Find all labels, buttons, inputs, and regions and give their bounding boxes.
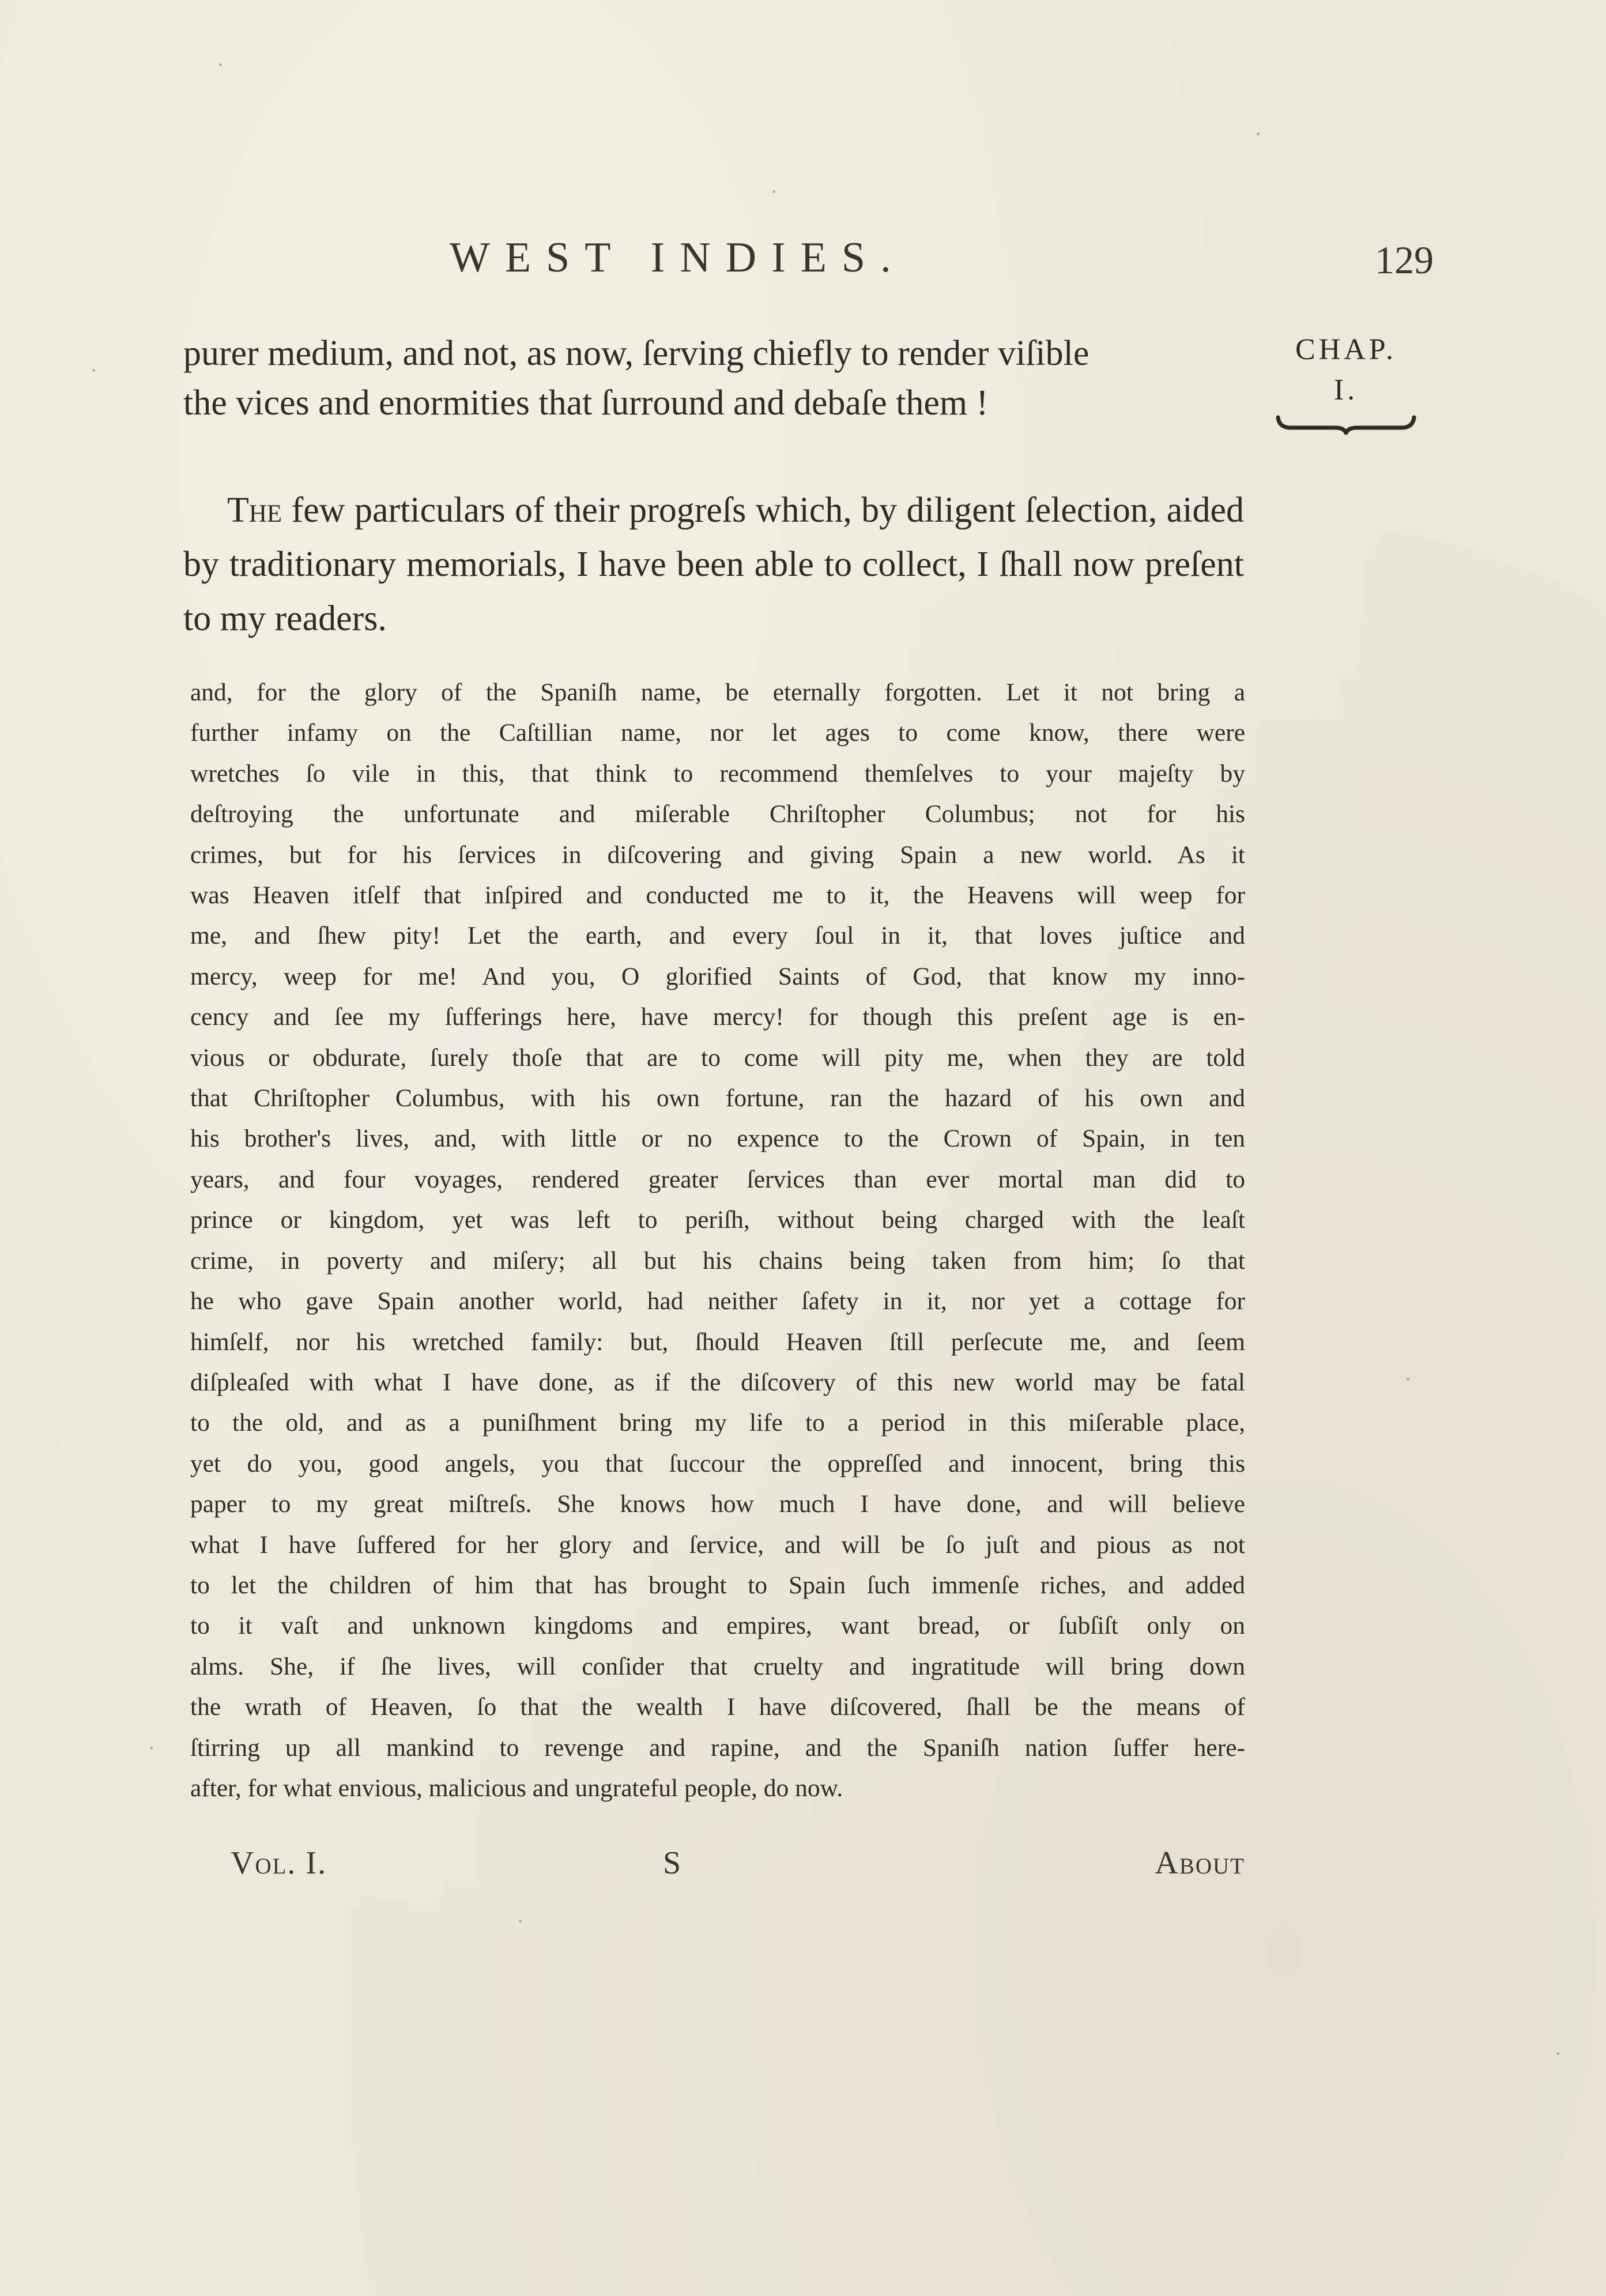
footnote-line: ſtirring up all mankind to revenge and rapine, and the Spaniſh nation ſuffer here- bbox=[190, 1733, 1245, 1762]
footnote-line: prince or kingdom, yet was left to periſh, without being charged with the leaſt bbox=[190, 1206, 1245, 1234]
footnote-line: further infamy on the Caſtillian name, nor let ages to come know, there were bbox=[190, 719, 1245, 747]
footnote-line: the wrath of Heaven, ſo that the wealth I have diſcovered, ſhall be the means of bbox=[190, 1693, 1245, 1721]
footnote-line: to let the children of him that has brought to Spain ſuch immenſe riches, and added bbox=[190, 1571, 1245, 1599]
text-line: the vices and enormities that ſurround and debaſe them ! bbox=[183, 383, 989, 423]
paper-speck bbox=[1407, 1378, 1409, 1381]
footnote-line: he who gave Spain another world, had neither ſafety in it, nor yet a cottage for bbox=[190, 1287, 1245, 1315]
footnote-line: himſelf, nor his wretched family: but, ſhould Heaven ſtill perſecute me, and ſeem bbox=[190, 1328, 1245, 1356]
margin-note-chapter bbox=[1271, 330, 1421, 435]
paragraph-text: few particulars of their progreſs which, by diligent ſelection, aided by traditionary memorials, I have been able to collect, I ſhall now preſent to my readers. bbox=[183, 491, 1245, 638]
footnote-line: alms. She, if ſhe lives, will conſider that cruelty and ingratitude will bring down bbox=[190, 1652, 1245, 1680]
footnote-line: was Heaven itſelf that inſpired and conducted me to it, the Heavens will weep for bbox=[190, 881, 1245, 910]
signature-mark: S bbox=[663, 1845, 681, 1881]
footnote-line: crime, in poverty and miſery; all but his chains being taken from him; ſo that bbox=[190, 1246, 1245, 1275]
footnote-line: diſpleaſed with what I have done, as if the diſcovery of this new world may be fatal bbox=[190, 1368, 1245, 1396]
paper-speck bbox=[519, 1920, 522, 1922]
paragraph-lead-word: The bbox=[227, 491, 282, 530]
brace-ornament-icon bbox=[1276, 414, 1417, 435]
footnote-block bbox=[190, 672, 1245, 1808]
paper-speck bbox=[150, 1747, 153, 1750]
footnote-line: and, for the glory of the Spaniſh name, be eternally forgotten. Let it not bring a bbox=[190, 678, 1245, 706]
footnote-line: what I have ſuffered for her glory and ſervice, and will be ſo juſt and pious as not bbox=[190, 1530, 1245, 1559]
paper-speck bbox=[1257, 133, 1260, 135]
catchword: About bbox=[1155, 1845, 1245, 1881]
margin-note-chap-label: CHAP. bbox=[1295, 333, 1397, 366]
paper-speck bbox=[772, 190, 775, 193]
paragraph bbox=[183, 483, 1244, 646]
footnote-line: after, for what envious, malicious and ungrateful people, do now. bbox=[190, 1774, 843, 1802]
footnote-line: that Chriſtopher Columbus, with his own fortune, ran the hazard of his own and bbox=[190, 1084, 1245, 1113]
footnote-line: cency and ſee my ſufferings here, have mercy! for though this preſent age is en- bbox=[190, 1003, 1245, 1031]
page-footer bbox=[231, 1845, 1245, 1891]
footnote-line: years, and four voyages, rendered greater ſervices than ever mortal man did to bbox=[190, 1165, 1245, 1193]
footnote-line: to the old, and as a puniſhment bring my life to a period in this miſerable place, bbox=[190, 1409, 1245, 1437]
volume-label: Vol. I. bbox=[231, 1845, 327, 1881]
footnote-line: yet do you, good angels, you that ſuccour the oppreſſed and innocent, bring this bbox=[190, 1449, 1245, 1477]
footnote-line: vious or obdurate, ſurely thoſe that are to come will pity me, when they are told bbox=[190, 1043, 1245, 1072]
footnote-line: his brother's lives, and, with little or no expence to the Crown of Spain, in ten bbox=[190, 1125, 1245, 1153]
footnote-line: crimes, but for his ſervices in diſcovering and giving Spain a new world. As it bbox=[190, 840, 1245, 869]
footnote-line: to it vaſt and unknown kingdoms and empires, want bread, or ſubſiſt only on bbox=[190, 1612, 1245, 1640]
paper-speck bbox=[219, 63, 222, 66]
page-number: 129 bbox=[1375, 238, 1434, 282]
margin-note-chap-number: I. bbox=[1333, 374, 1359, 406]
footnote-line: mercy, weep for me! And you, O glorified Saints of God, that know my inno- bbox=[190, 962, 1245, 990]
running-title: WEST INDIES. bbox=[450, 234, 906, 281]
continued-paragraph bbox=[183, 329, 1244, 428]
text-line: purer medium, and not, as now, ſerving chiefly to render viſible bbox=[183, 334, 1089, 373]
footnote-line: wretches ſo vile in this, that think to recommend themſelves to your majeſty by bbox=[190, 759, 1245, 787]
paper-speck bbox=[92, 369, 95, 372]
paper-speck bbox=[1556, 2052, 1559, 2055]
footnote-line: deſtroying the unfortunate and miſerable Chriſtopher Columbus; not for his bbox=[190, 800, 1245, 828]
footnote-line: me, and ſhew pity! Let the earth, and every ſoul in it, that loves juſtice and bbox=[190, 922, 1245, 950]
footnote-line: paper to my great miſtreſs. She knows how much I have done, and will believe bbox=[190, 1490, 1245, 1518]
